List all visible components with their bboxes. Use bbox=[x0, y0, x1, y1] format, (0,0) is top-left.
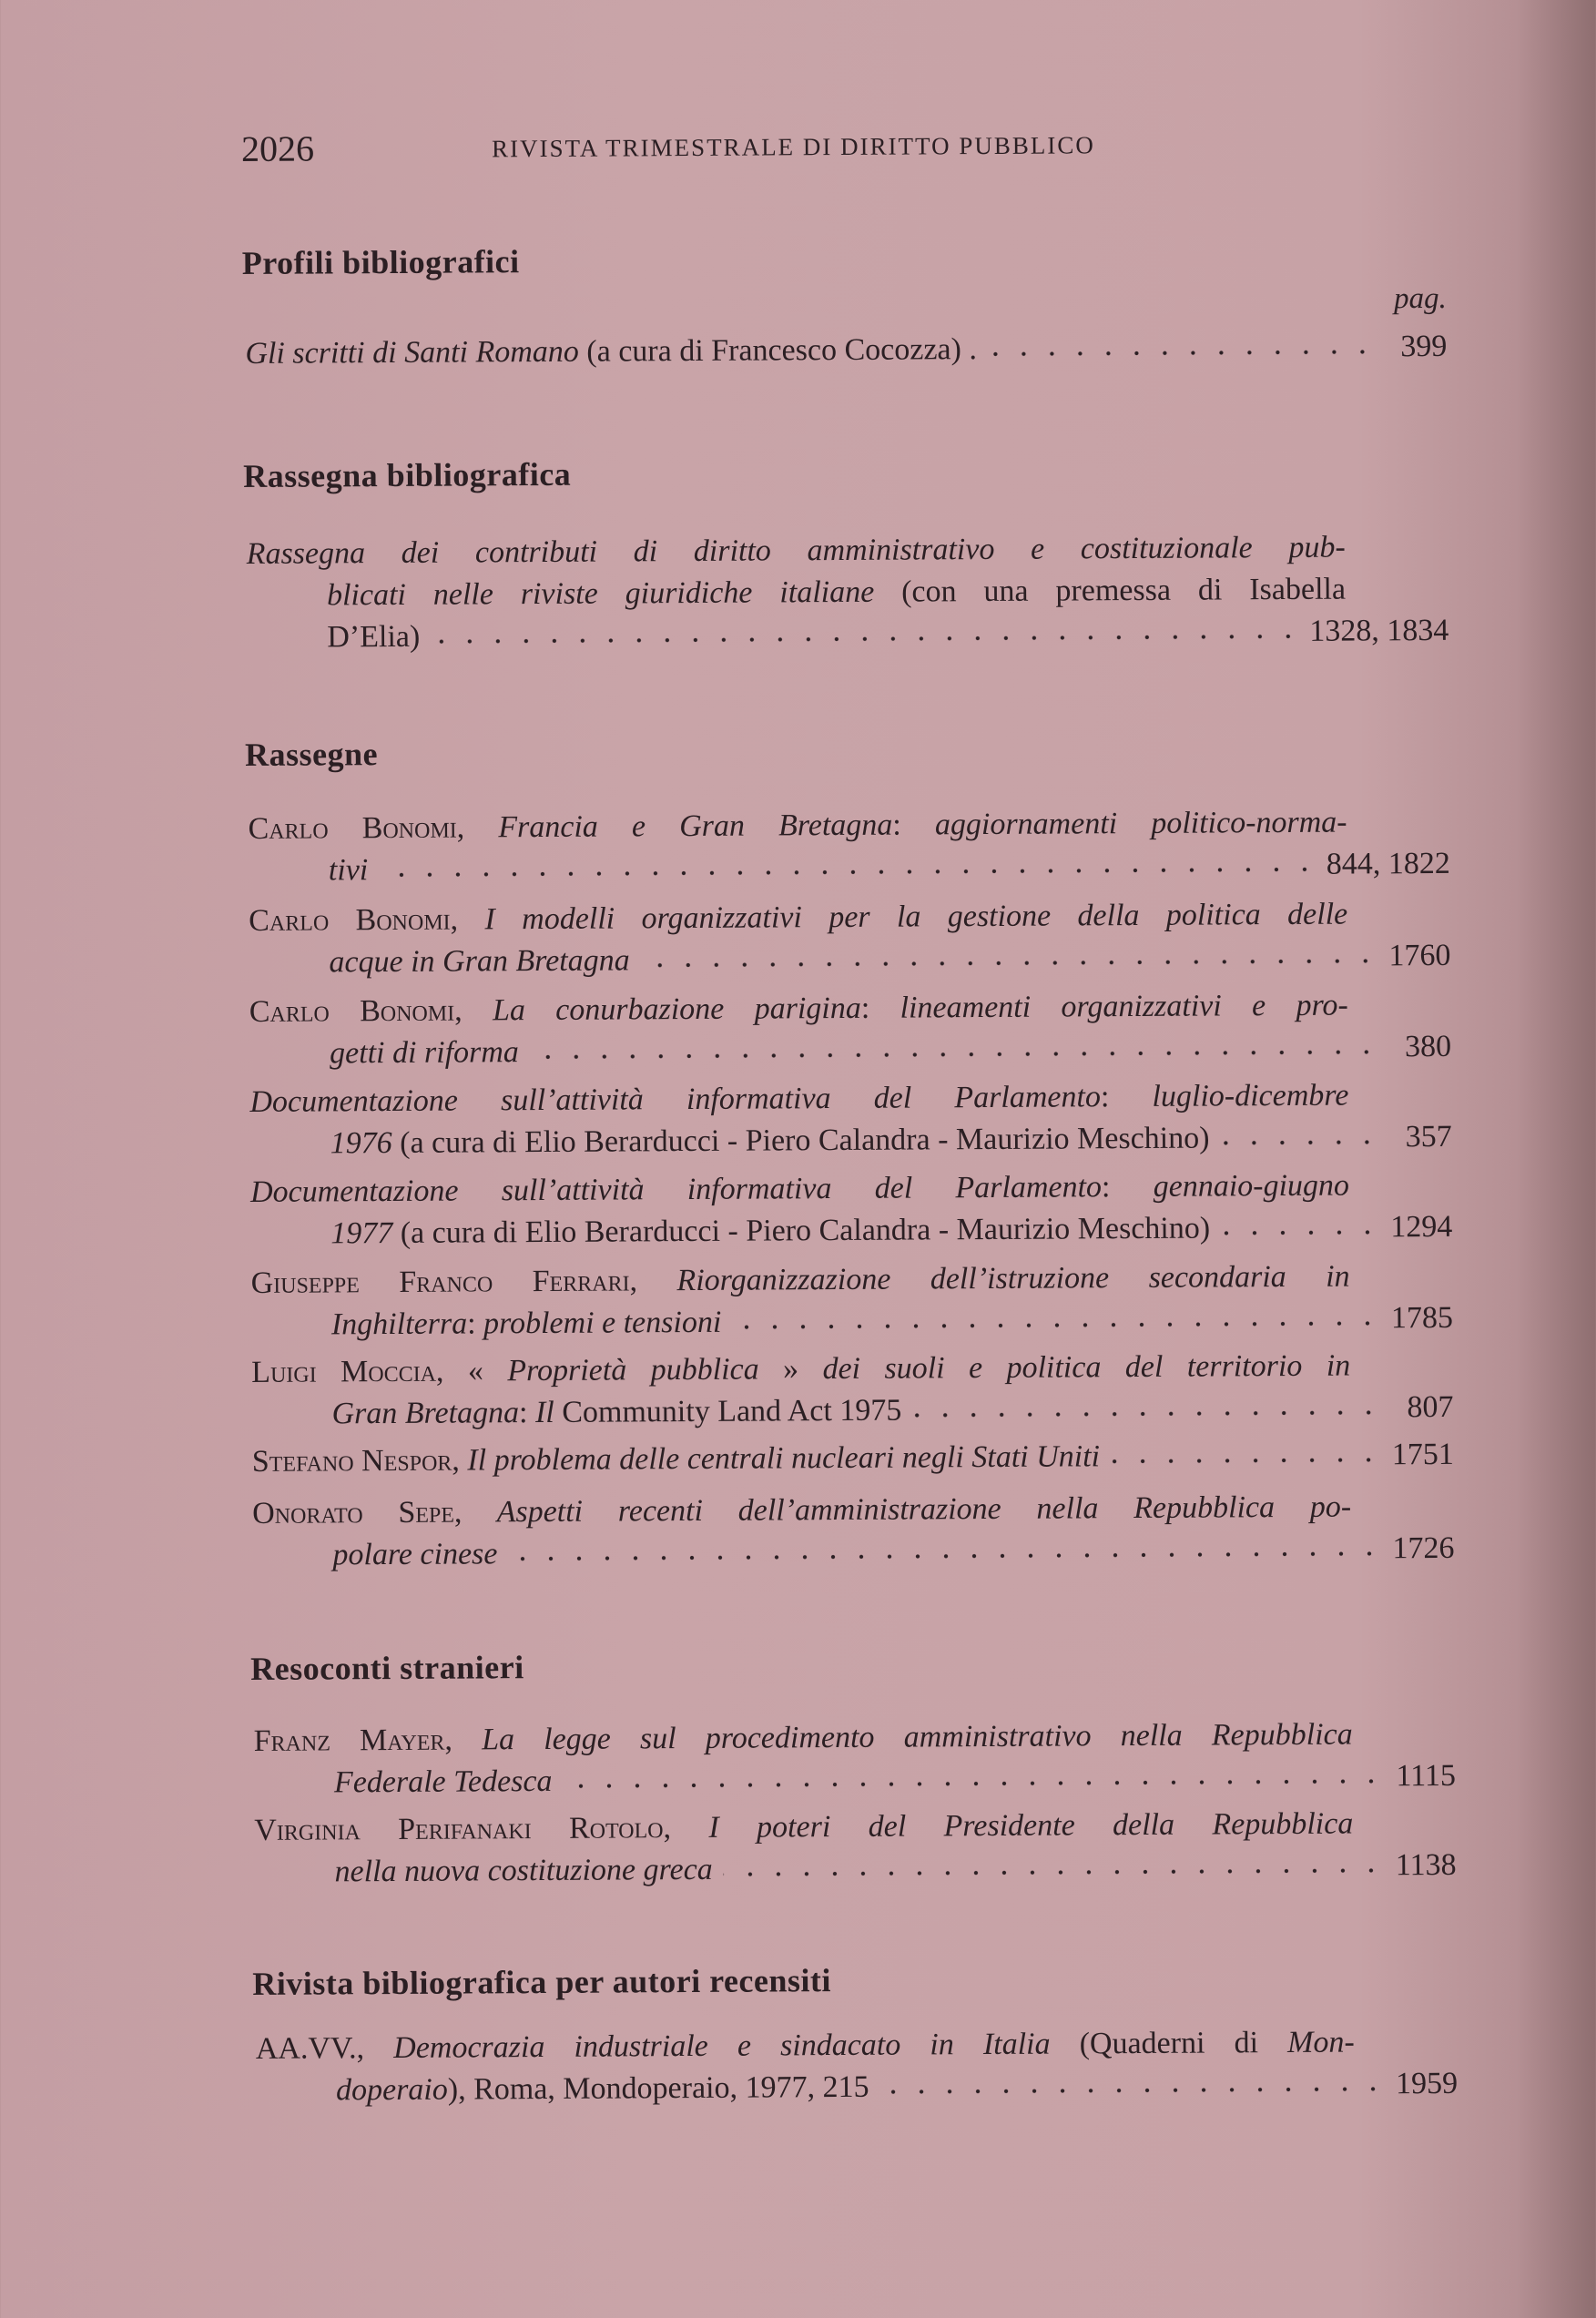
entry-title-italic: Il problema delle centrali nucleari negli Stati Uniti bbox=[459, 1439, 1101, 1478]
author-name: Giuseppe Franco Ferrari, bbox=[250, 1264, 638, 1300]
entry-title-italic: dei suoli e politica del territorio in bbox=[822, 1348, 1351, 1387]
entry-title-italic: Gran Bretagna bbox=[331, 1396, 520, 1431]
toc-entry bbox=[252, 1486, 1455, 1577]
entry-line bbox=[249, 1074, 1451, 1123]
section-heading: Rassegne bbox=[244, 736, 379, 773]
entry-line bbox=[249, 843, 1450, 892]
dot-leader bbox=[641, 956, 1380, 970]
author-name: Carlo Bonomi, bbox=[249, 993, 463, 1029]
entry-line bbox=[251, 1387, 1453, 1436]
entry-text-roman: (a cura di Elio Berarducci - Piero Calandra - Maurizio Meschino) bbox=[391, 1121, 1210, 1161]
section-heading: Rivista bibliografica per autori recensiti bbox=[252, 1962, 832, 2002]
dot-leader bbox=[1111, 1455, 1383, 1466]
entry-text-roman: : bbox=[860, 991, 900, 1025]
entry-title-italic: Federale Tedesca bbox=[333, 1764, 553, 1800]
dot-leader bbox=[1221, 1137, 1381, 1147]
entry-text bbox=[327, 569, 1346, 617]
author-name: Onorato Sepe, bbox=[252, 1495, 463, 1530]
entry-text bbox=[331, 1302, 722, 1347]
entry-title-italic: nella nuova costituzione greca bbox=[334, 1852, 713, 1889]
entry-text-roman: : bbox=[892, 808, 936, 842]
author-name: Virginia Perifanaki Rotolo, bbox=[254, 1811, 672, 1847]
entry-text bbox=[245, 329, 977, 375]
entry-text bbox=[254, 1804, 1353, 1852]
entry-text-roman: D’Elia) bbox=[327, 619, 421, 655]
entry-text-roman: (Quaderni di bbox=[1050, 2026, 1288, 2061]
author-name: Carlo Bonomi, bbox=[249, 902, 459, 938]
author-name: Carlo Bonomi, bbox=[248, 810, 465, 846]
toc-entry bbox=[251, 1345, 1454, 1436]
entry-title-italic: Gli scritti di Santi Romano bbox=[245, 334, 579, 371]
dot-leader bbox=[530, 1047, 1380, 1062]
entry-text bbox=[248, 802, 1347, 850]
entry-title-italic: acque in Gran Bretagna bbox=[329, 943, 630, 980]
page-reference: 1138 bbox=[1395, 1847, 1457, 1883]
page-reference: 1726 bbox=[1392, 1530, 1455, 1566]
entry-title-italic: I poteri del Presidente della Repubblica bbox=[670, 1806, 1354, 1845]
entry-title-italic: gennaio-giugno bbox=[1153, 1168, 1350, 1204]
entry-text-roman: (a cura di Francesco Cocozza) . bbox=[578, 332, 978, 369]
page-reference: 357 bbox=[1405, 1119, 1452, 1154]
entry-line bbox=[249, 935, 1450, 984]
entry-text bbox=[330, 1032, 519, 1074]
toc-entry bbox=[254, 1803, 1457, 1894]
entry-title-italic: Documentazione sull’attività informativa del Parlamento bbox=[249, 1170, 1103, 1209]
entry-text bbox=[251, 1346, 1350, 1394]
entry-text-roman: : bbox=[518, 1396, 536, 1430]
entry-text bbox=[250, 1165, 1349, 1214]
entry-text-roman: : bbox=[1100, 1079, 1153, 1114]
entry-line bbox=[254, 1713, 1456, 1763]
entry-text bbox=[336, 2067, 869, 2112]
entry-text-roman: (a cura di Elio Berarducci - Piero Calandra - Maurizio Meschino) bbox=[392, 1211, 1211, 1251]
entry-line bbox=[248, 801, 1449, 850]
toc-entry bbox=[249, 893, 1451, 984]
dot-leader bbox=[880, 2084, 1388, 2096]
dot-leader bbox=[563, 1776, 1385, 1791]
entry-title-italic: 1977 bbox=[330, 1216, 393, 1251]
entry-line bbox=[252, 1486, 1454, 1535]
dot-leader bbox=[508, 1549, 1383, 1563]
entry-line bbox=[254, 1803, 1456, 1852]
author-name: Franz Mayer, bbox=[253, 1723, 453, 1758]
entry-text bbox=[249, 985, 1348, 1033]
entry-text bbox=[252, 1487, 1351, 1535]
page-reference: 1328, 1834 bbox=[1309, 613, 1449, 648]
entry-line bbox=[247, 610, 1449, 659]
entry-line bbox=[250, 1116, 1452, 1165]
entry-text bbox=[334, 1761, 553, 1804]
toc-entry bbox=[249, 984, 1452, 1075]
entry-title-italic: blicati nelle riviste giuridiche italiane bbox=[326, 574, 875, 613]
page-reference: 380 bbox=[1404, 1029, 1452, 1064]
toc-entry bbox=[250, 1256, 1453, 1347]
entry-title-italic: getti di riforma bbox=[329, 1035, 519, 1071]
entry-title-italic: problemi e tensioni bbox=[483, 1305, 722, 1341]
entry-line bbox=[250, 1164, 1452, 1214]
entry-title-italic: Il bbox=[534, 1395, 554, 1430]
entry-line bbox=[250, 1206, 1452, 1256]
entry-text-roman: AA.VV., bbox=[255, 2031, 365, 2066]
section-heading: Resoconti stranieri bbox=[250, 1649, 524, 1687]
entry-line bbox=[245, 326, 1447, 375]
entry-line bbox=[251, 1345, 1453, 1394]
page-reference: 1751 bbox=[1391, 1437, 1454, 1472]
entry-line bbox=[252, 1434, 1454, 1483]
dot-leader bbox=[912, 1408, 1382, 1419]
toc-entry bbox=[249, 1074, 1452, 1165]
entry-line bbox=[247, 526, 1449, 575]
entry-title-italic: Proprietà pubblica bbox=[507, 1352, 759, 1388]
entry-line bbox=[254, 1755, 1456, 1805]
dot-leader bbox=[1221, 1227, 1381, 1237]
dot-leader bbox=[431, 632, 1302, 646]
entry-title-italic: luglio-dicembre bbox=[1152, 1078, 1349, 1113]
entry-line bbox=[254, 1845, 1456, 1894]
entry-title-italic: Riorganizzazione dell’istruzione secondaria in bbox=[636, 1259, 1350, 1298]
toc-entry bbox=[250, 1164, 1453, 1256]
entry-text-roman: : bbox=[467, 1306, 484, 1341]
dot-leader bbox=[724, 1866, 1386, 1878]
section-heading: Rassegna bibliografica bbox=[243, 455, 572, 494]
running-header: RIVISTA TRIMESTRALE DI DIRITTO PUBBLICO bbox=[491, 131, 1095, 163]
entry-title-italic: Aspetti recenti dell’amministrazione nella Repubblica po- bbox=[462, 1489, 1352, 1530]
page-reference: 807 bbox=[1407, 1389, 1454, 1425]
entry-text bbox=[332, 1533, 497, 1576]
page-reference: 1294 bbox=[1390, 1209, 1453, 1245]
entry-text bbox=[329, 940, 629, 983]
entry-title-italic: 1976 bbox=[330, 1126, 392, 1161]
entry-text bbox=[329, 849, 369, 891]
entry-title-italic: La conurbazione parigina bbox=[462, 991, 861, 1028]
section-heading: Profili bibliografici bbox=[241, 243, 520, 281]
toc-entry bbox=[245, 326, 1447, 375]
page-reference: 1785 bbox=[1390, 1300, 1454, 1336]
entry-title-italic: Mon- bbox=[1286, 2025, 1355, 2060]
entry-title-italic: doperaio bbox=[335, 2072, 448, 2108]
entry-text bbox=[252, 1436, 1100, 1483]
entry-text-roman: : bbox=[1101, 1169, 1154, 1205]
page-reference: 1115 bbox=[1396, 1758, 1457, 1794]
author-name: Stefano Nespor, bbox=[251, 1443, 460, 1479]
entry-text-roman: » bbox=[758, 1352, 823, 1387]
entry-line bbox=[250, 1256, 1452, 1305]
toc-entry bbox=[248, 801, 1450, 892]
toc-entry bbox=[247, 526, 1449, 659]
entry-text bbox=[327, 616, 420, 659]
entry-text-roman: Community Land Act 1975 bbox=[554, 1393, 902, 1429]
toc-entry bbox=[254, 1713, 1457, 1805]
author-name: Luigi Moccia, bbox=[251, 1354, 444, 1389]
entry-line bbox=[256, 2021, 1458, 2070]
entry-title-italic: tivi bbox=[328, 853, 369, 888]
entry-line bbox=[251, 1297, 1453, 1347]
entry-text bbox=[249, 1075, 1348, 1123]
entry-text bbox=[247, 527, 1346, 575]
toc-entry bbox=[256, 2021, 1459, 2112]
entry-line bbox=[249, 984, 1451, 1033]
entry-text-roman: (con una premessa di Isabella bbox=[874, 572, 1347, 609]
dot-leader bbox=[732, 1318, 1382, 1331]
entry-title-italic: La legge sul procedimento amministrativo nella Repubblica bbox=[452, 1717, 1353, 1757]
entry-title-italic: Francia e Gran Bretagna bbox=[464, 808, 893, 845]
entry-text bbox=[330, 1208, 1210, 1256]
entry-line bbox=[249, 893, 1450, 942]
entry-title-italic: aggiornamenti politico-norma- bbox=[934, 805, 1347, 842]
entry-line bbox=[252, 1528, 1454, 1577]
entry-text-roman: « bbox=[443, 1354, 508, 1388]
page-reference: 399 bbox=[1400, 329, 1448, 364]
pag-label: pag. bbox=[1393, 281, 1447, 316]
entry-line bbox=[249, 1026, 1451, 1075]
entry-text bbox=[256, 2022, 1355, 2070]
page-number: 2026 bbox=[240, 127, 315, 169]
entry-line bbox=[256, 2063, 1458, 2112]
entry-text bbox=[249, 894, 1347, 942]
entry-title-italic: Rassegna dei contributi di diritto amministrativo e costituzionale pub- bbox=[246, 530, 1346, 571]
page-reference: 1959 bbox=[1395, 2066, 1459, 2101]
entry-title-italic: I modelli organizzativi per la gestione della politica delle bbox=[457, 897, 1348, 937]
entry-text bbox=[334, 1849, 712, 1894]
entry-text bbox=[254, 1714, 1353, 1763]
page-reference: 1760 bbox=[1388, 938, 1451, 973]
dot-leader bbox=[988, 347, 1377, 359]
entry-text bbox=[330, 1118, 1210, 1165]
entry-title-italic: Inghilterra bbox=[330, 1306, 468, 1342]
entry-line bbox=[247, 568, 1449, 617]
entry-title-italic: Democrazia industriale e sindacato in Italia bbox=[363, 2027, 1051, 2066]
entry-text-roman: ), Roma, Mondoperaio, 1977, 215 bbox=[447, 2069, 869, 2107]
entry-title-italic: Documentazione sull’attività informativa del Parlamento bbox=[249, 1080, 1102, 1119]
page-reference: 844, 1822 bbox=[1326, 846, 1450, 881]
entry-text bbox=[250, 1256, 1349, 1305]
entry-text bbox=[331, 1390, 901, 1436]
dot-leader bbox=[379, 865, 1319, 879]
toc-entry bbox=[252, 1434, 1454, 1483]
entry-title-italic: lineamenti organizzativi e pro- bbox=[900, 988, 1348, 1025]
entry-title-italic: polare cinese bbox=[332, 1537, 498, 1572]
